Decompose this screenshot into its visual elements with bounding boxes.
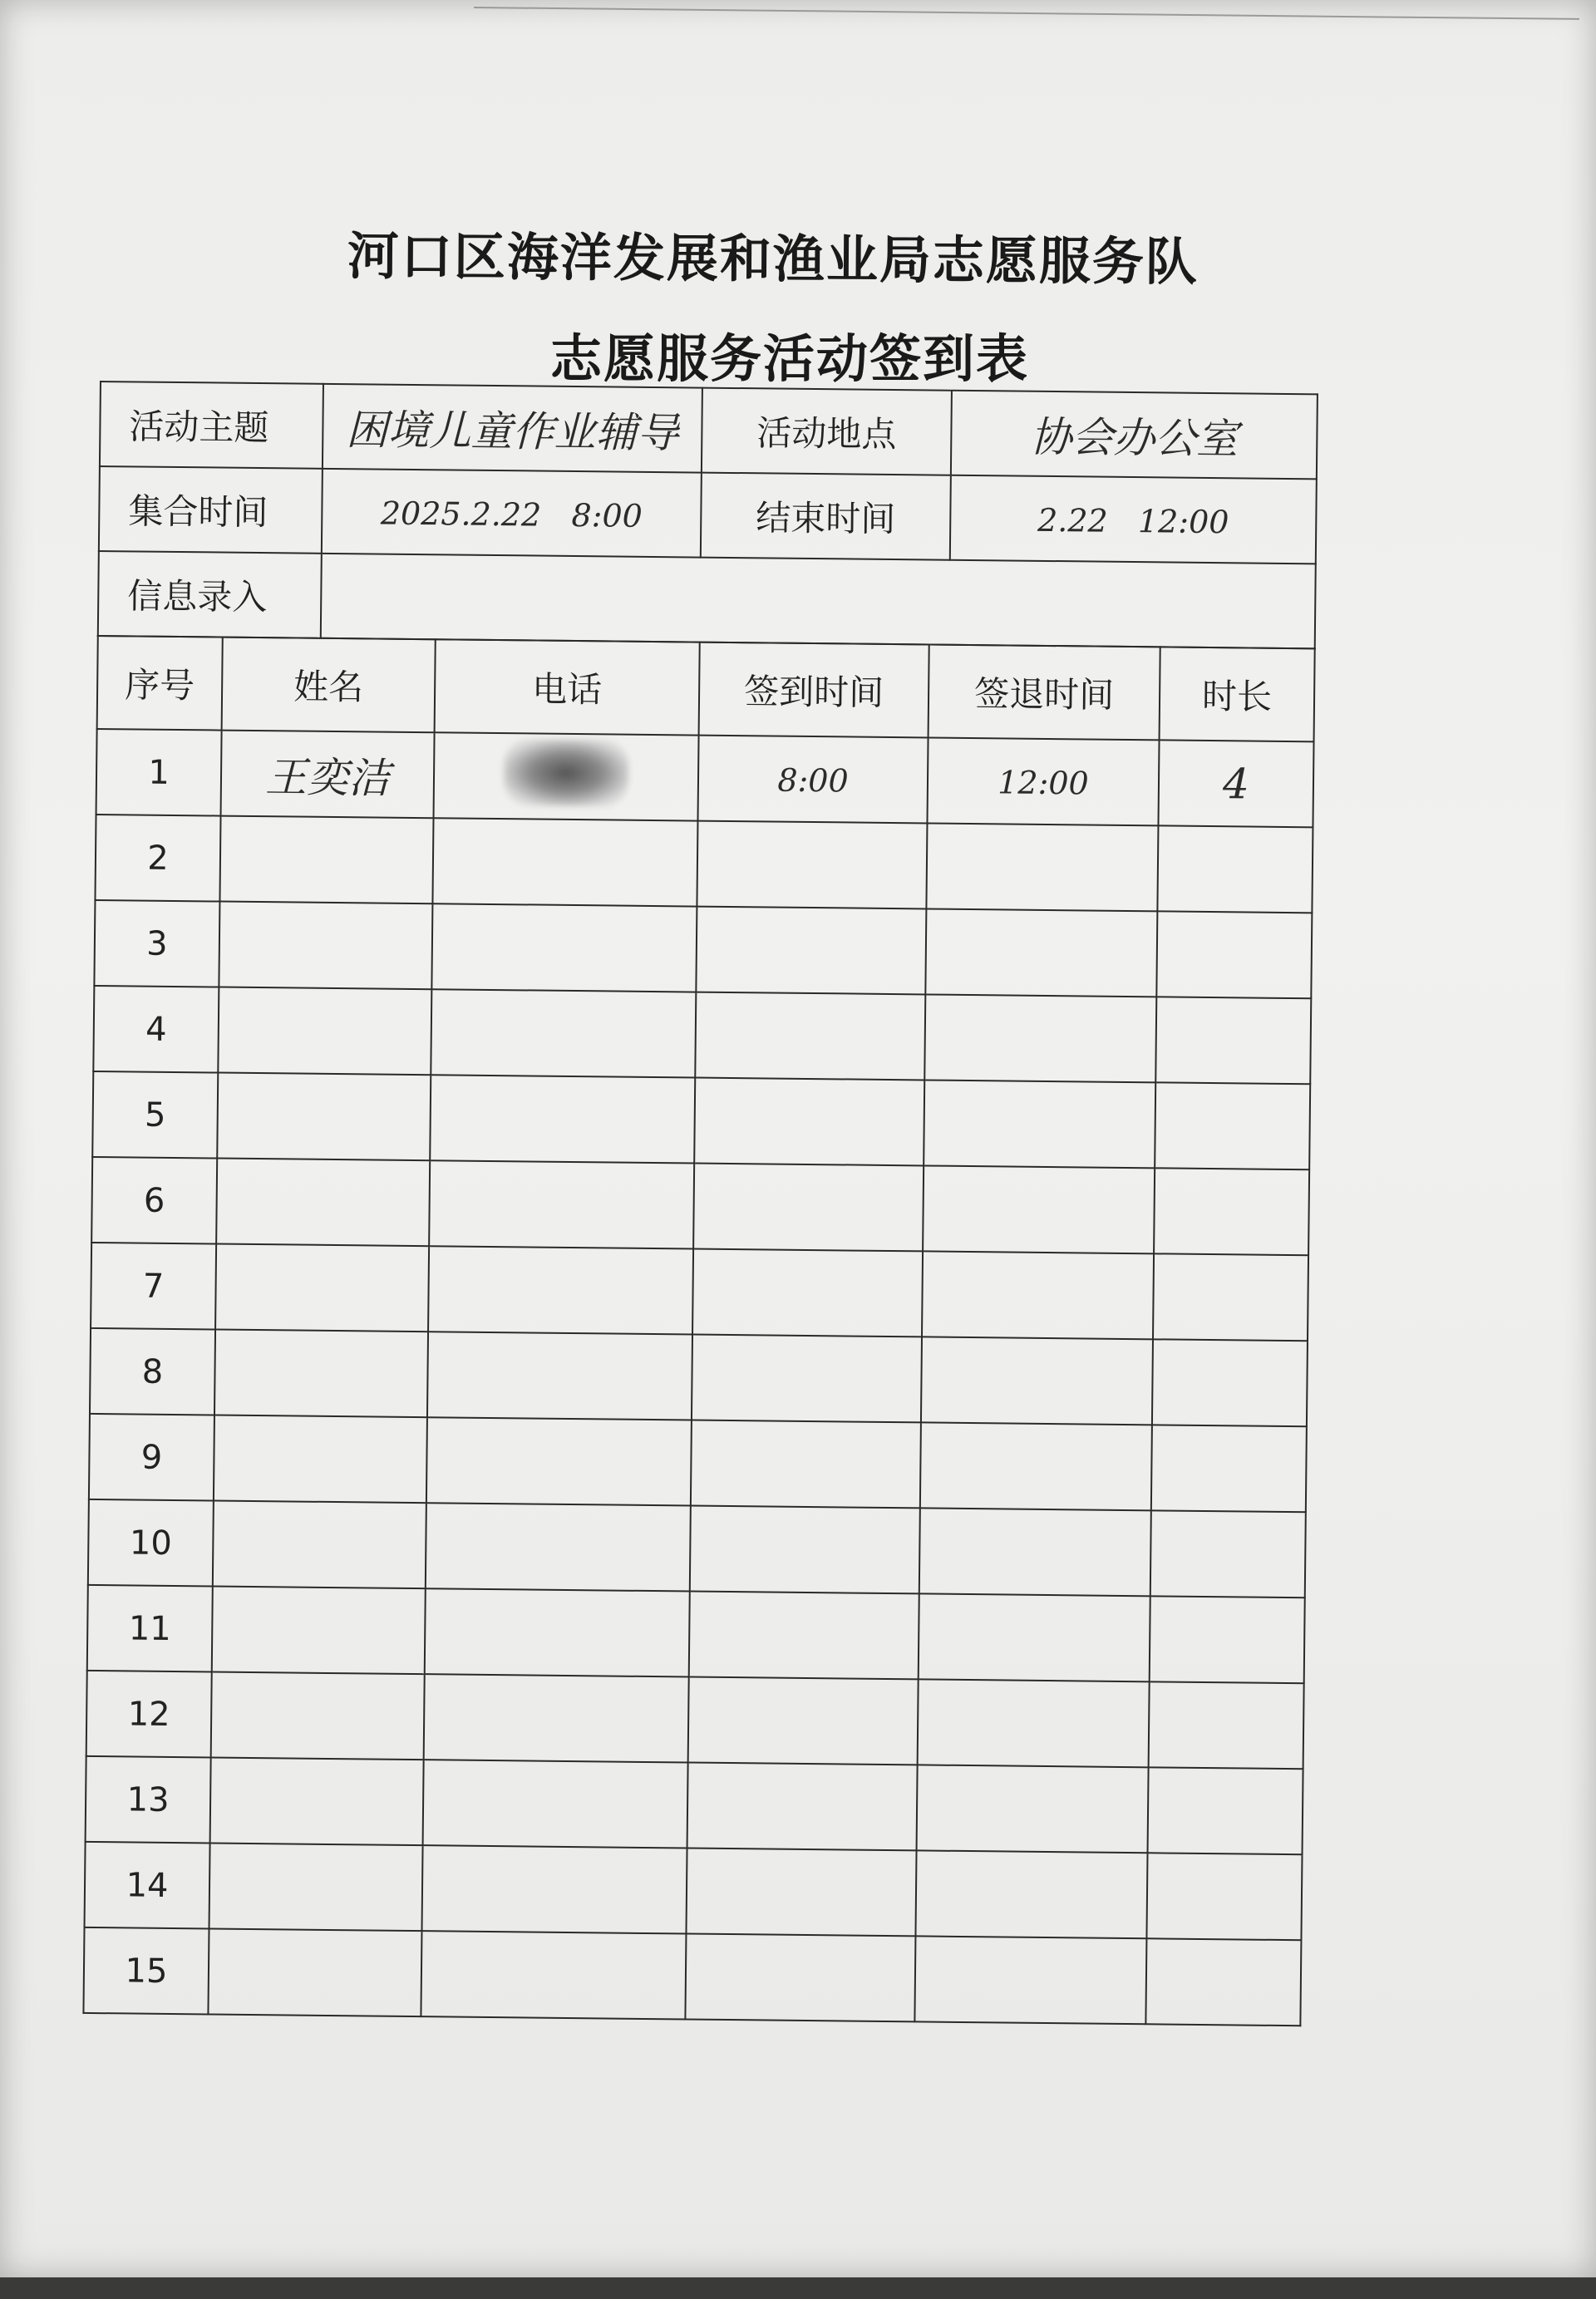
row-no: 14 <box>85 1842 210 1929</box>
row-no: 13 <box>86 1756 211 1844</box>
row-signout <box>920 1422 1152 1510</box>
row-name <box>214 1330 428 1418</box>
table-header-row <box>97 636 1315 741</box>
table-row <box>86 1671 1304 1769</box>
title-line-2: 志愿服务活动签到表 <box>549 328 1029 389</box>
row-signout <box>915 1850 1147 1938</box>
table-row <box>94 900 1312 998</box>
activity-info-table <box>97 381 1318 649</box>
row-signin <box>686 1848 916 1936</box>
row-signout <box>926 823 1158 911</box>
row-no: 11 <box>87 1585 213 1672</box>
row-name <box>209 1843 423 1931</box>
row-duration-text: 4 <box>1222 759 1250 809</box>
theme-value <box>323 384 702 473</box>
row-duration <box>1145 1938 1301 2026</box>
row-signout <box>925 908 1157 997</box>
signin-form <box>82 381 1318 2026</box>
row-signin <box>685 1933 915 2021</box>
row-duration <box>1150 1596 1305 1683</box>
col-header-no: 序号 <box>97 636 223 731</box>
row-no: 12 <box>86 1671 212 1758</box>
row-name <box>219 816 433 904</box>
row-signout <box>914 1936 1146 2024</box>
row-signout <box>923 1165 1155 1253</box>
table-row <box>93 986 1311 1084</box>
record-label: 信息录入 <box>98 551 322 638</box>
row-phone <box>432 818 697 906</box>
col-header-phone: 电话 <box>435 639 700 735</box>
table-row <box>95 815 1313 913</box>
row-phone <box>428 1246 693 1334</box>
row-name <box>219 902 432 990</box>
row-signout <box>919 1593 1150 1681</box>
gather-time-text: 2025.2.22 8:00 <box>380 495 643 534</box>
row-no: 6 <box>91 1157 217 1244</box>
col-header-signout: 签退时间 <box>929 644 1160 740</box>
row-phone <box>421 1845 687 1933</box>
row-signin <box>689 1592 919 1680</box>
row-duration <box>1153 1253 1308 1341</box>
row-name <box>218 987 431 1076</box>
location-value <box>951 391 1318 480</box>
row-no: 3 <box>94 900 219 987</box>
row-phone <box>427 1332 692 1420</box>
row-signin <box>692 1249 923 1337</box>
row-name <box>221 731 435 819</box>
row-signin <box>691 1420 921 1509</box>
row-no: 5 <box>92 1071 218 1159</box>
row-signin <box>693 1164 924 1252</box>
row-name <box>211 1671 425 1760</box>
redacted-phone-blur <box>504 739 629 807</box>
gather-time-label: 集合时间 <box>99 466 323 554</box>
row-name-text: 王奕洁 <box>264 752 391 803</box>
location-value-text: 协会办公室 <box>1030 412 1239 464</box>
row-duration <box>1151 1425 1307 1512</box>
top-edge-line <box>474 7 1579 20</box>
row-no: 1 <box>96 729 222 816</box>
row-name <box>213 1501 426 1589</box>
row-phone <box>430 1075 695 1163</box>
record-value <box>321 554 1316 649</box>
row-phone <box>423 1760 688 1848</box>
row-duration <box>1148 1767 1303 1854</box>
table-row <box>91 1243 1308 1341</box>
row-signin <box>695 992 925 1081</box>
end-time-label: 结束时间 <box>701 473 951 560</box>
end-time-value <box>950 475 1317 564</box>
row-signin <box>696 907 926 995</box>
row-name <box>216 1159 430 1247</box>
row-phone <box>434 732 699 820</box>
row-phone <box>429 1160 694 1248</box>
end-time-text: 2.22 12:00 <box>1037 501 1229 540</box>
row-no: 7 <box>91 1243 216 1330</box>
row-signout <box>919 1508 1151 1596</box>
row-duration <box>1152 1339 1308 1426</box>
row-name <box>208 1928 421 2016</box>
theme-label: 活动主题 <box>100 382 323 469</box>
row-signin-text: 8:00 <box>777 761 849 800</box>
row-no: 9 <box>89 1414 214 1501</box>
row-signout <box>927 737 1159 825</box>
row-duration <box>1154 1168 1309 1255</box>
row-signout <box>922 1251 1154 1339</box>
row-signout <box>918 1679 1150 1767</box>
row-duration <box>1157 825 1313 913</box>
row-name <box>214 1415 427 1504</box>
row-signout <box>924 1080 1155 1168</box>
row-signin <box>690 1506 920 1594</box>
row-no: 2 <box>95 815 220 902</box>
table-row <box>89 1414 1307 1512</box>
table-row <box>86 1756 1303 1854</box>
row-no: 10 <box>88 1499 214 1587</box>
row-no: 4 <box>93 986 219 1073</box>
row-signout <box>924 994 1156 1082</box>
row-phone <box>426 1417 692 1505</box>
row-signin <box>688 1677 919 1765</box>
theme-value-text: 困境儿童作业辅导 <box>346 406 679 458</box>
title-line-1: 河口区海洋发展和渔业局志愿服务队 <box>347 225 1199 293</box>
row-duration <box>1158 740 1313 827</box>
table-row <box>87 1585 1305 1683</box>
table-row <box>96 729 1314 827</box>
row-duration <box>1149 1681 1304 1769</box>
row-name <box>217 1073 431 1161</box>
col-header-name: 姓名 <box>222 638 436 733</box>
location-label: 活动地点 <box>702 388 952 475</box>
row-signin <box>692 1335 922 1423</box>
row-phone <box>425 1588 690 1676</box>
row-phone <box>431 989 696 1077</box>
table-row <box>91 1157 1309 1255</box>
row-phone <box>421 1931 686 2019</box>
row-signout <box>921 1337 1153 1425</box>
row-phone <box>431 903 697 992</box>
table-row <box>83 1927 1301 2026</box>
row-name <box>215 1244 429 1332</box>
row-no: 15 <box>83 1927 209 2015</box>
table-row <box>88 1499 1306 1597</box>
row-phone <box>426 1503 691 1591</box>
row-signin <box>687 1763 918 1851</box>
row-duration <box>1155 997 1311 1084</box>
row-signout <box>917 1765 1149 1853</box>
table-row <box>85 1842 1303 1940</box>
col-header-duration: 时长 <box>1160 647 1315 741</box>
row-duration <box>1155 1082 1310 1169</box>
row-name <box>210 1757 424 1845</box>
row-signin <box>697 821 927 909</box>
row-signin <box>697 736 928 824</box>
row-no: 8 <box>90 1328 215 1415</box>
table-row <box>90 1328 1308 1426</box>
row-signin <box>694 1078 924 1166</box>
row-duration <box>1146 1853 1302 1940</box>
col-header-signin: 签到时间 <box>699 642 929 738</box>
gather-time-value <box>322 469 702 558</box>
table-row <box>92 1071 1310 1169</box>
row-duration <box>1150 1510 1306 1597</box>
signin-table <box>82 635 1315 2026</box>
row-signout-text: 12:00 <box>998 764 1089 802</box>
row-duration <box>1156 911 1312 998</box>
row-phone <box>424 1674 689 1762</box>
row-name <box>212 1587 426 1675</box>
